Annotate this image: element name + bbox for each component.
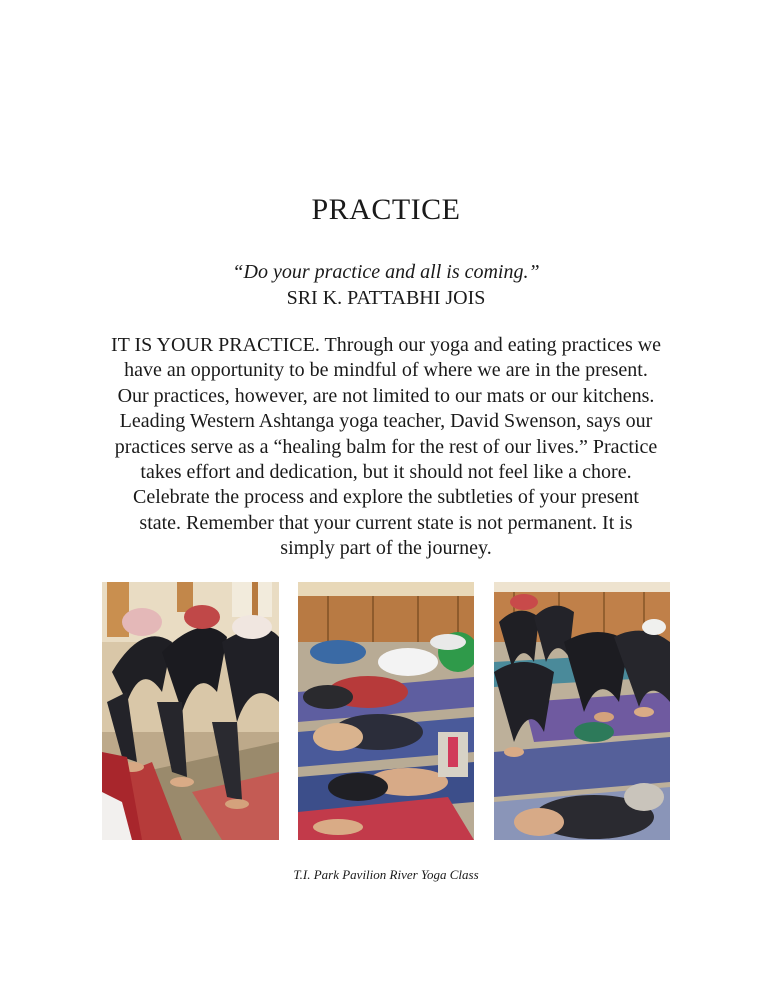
body-line: state. Remember that your current state is not permanent. It is — [139, 511, 633, 534]
body-line: Leading Western Ashtanga yoga teacher, David Swenson, says our — [119, 410, 653, 433]
epigraph-quote: “Do your practice and all is coming.” — [232, 261, 540, 283]
yoga-class-photo-1 — [102, 582, 279, 840]
photo-caption: T.I. Park Pavilion River Yoga Class — [293, 867, 479, 882]
body-paragraph — [80, 333, 692, 562]
body-line: Our practices, however, are not limited to our mats or our kitchens. — [117, 384, 655, 407]
page-title: PRACTICE — [311, 193, 461, 226]
body-line: takes effort and dedication, but it should not feel like a chore. — [140, 461, 632, 484]
body-line: simply part of the journey. — [280, 537, 492, 560]
epigraph-attribution: SRI K. PATTABHI JOIS — [286, 287, 486, 309]
body-line: IT IS YOUR PRACTICE. Through our yoga and eating practices we — [110, 334, 662, 356]
yoga-class-photo-2 — [298, 582, 474, 840]
yoga-class-photo-3 — [494, 582, 670, 840]
body-line: Celebrate the process and explore the subtleties of your present — [133, 486, 639, 509]
body-line: have an opportunity to be mindful of where we are in the present. — [124, 359, 648, 382]
body-line: practices serve as a “healing balm for the rest of our lives.” Practice — [114, 435, 658, 458]
photo-strip — [0, 582, 772, 840]
